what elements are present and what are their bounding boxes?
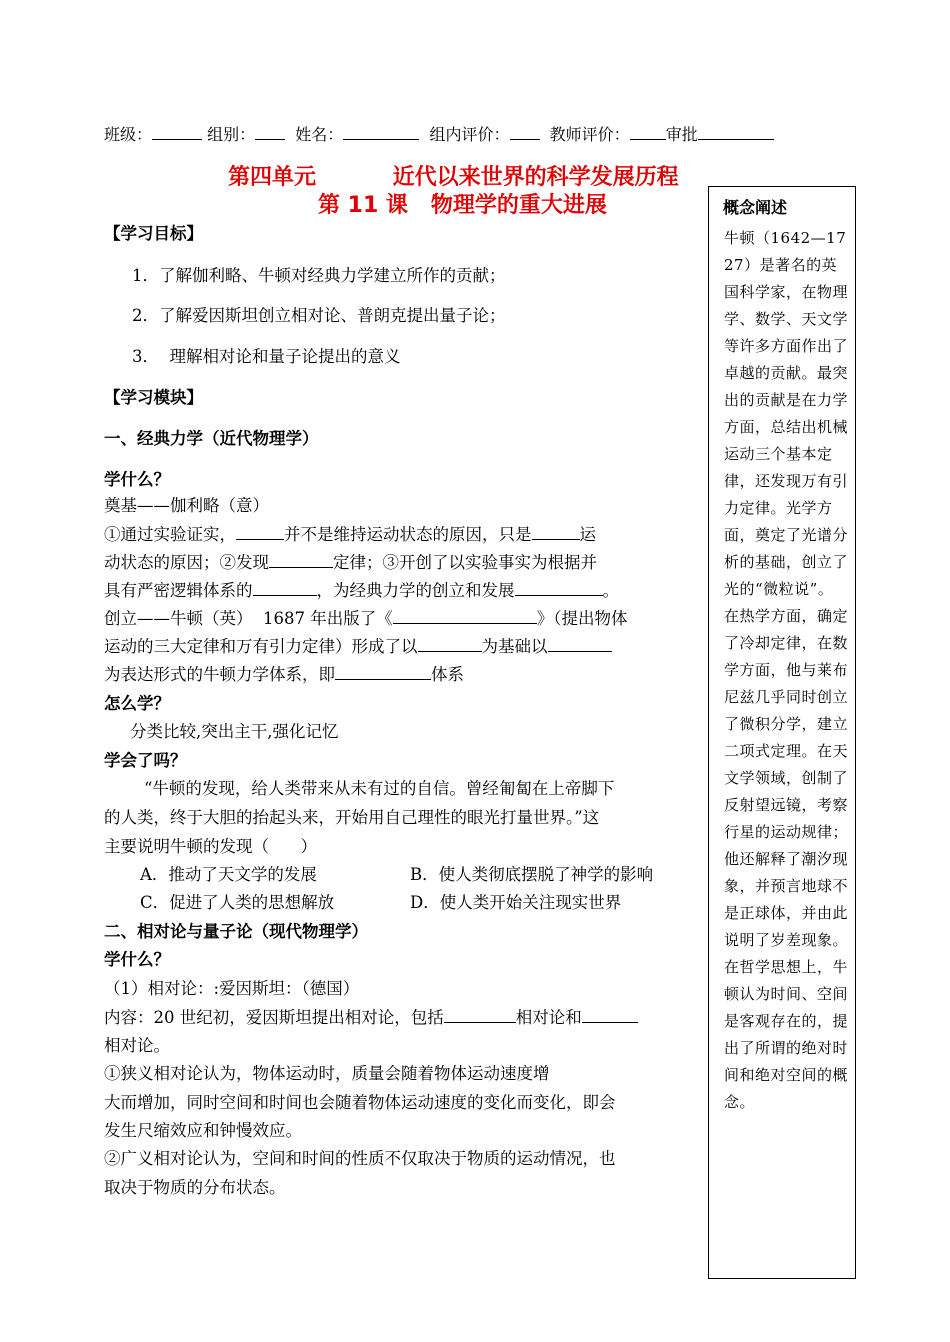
name-label: 姓名： [295,125,344,144]
newton-line-2: 运动的三大定律和万有引力定律）形成了以 为基础以 [104,633,612,657]
fill-blank[interactable] [532,525,580,540]
how-text: 分类比较,突出主干,强化记忆 [130,722,339,741]
section2-heading: 二、相对论与量子论（现代物理学） [104,922,368,941]
option-a[interactable]: A．推动了天文学的发展 [140,865,317,884]
fill-blank[interactable] [418,637,482,652]
fill-blank[interactable] [515,581,603,596]
galileo-line-2: 动状态的原因；②发现 定律；③开创了以实验事实为根据并 [104,553,597,572]
galileo-line: 奠基——伽利略（意） [104,496,269,515]
question-line-1: “牛顿的发现，给人类带来从未有过的自信。曾经匍匐在上帝脚下 [144,779,615,798]
option-c[interactable]: C．促进了人类的思想解放 [140,893,335,912]
fill-blank[interactable] [236,525,284,540]
approve-label: 审批 [665,125,698,144]
fill-blank[interactable] [393,609,537,624]
sidebar-text: 牛顿（1642—1727）是著名的英国科学家，在物理学、数学、天文学等许多方面作出了卓越的贡献。最突出的贡献是在力学方面，总结出机械运动三个基本定律，还发现万有引力定律。光学方面，奠定了光谱分析的基础，创立了光的“微粒说”。在热学方面，确定了冷却定律，在数学方面，他与莱布尼兹几乎同时创立了微积分学，建立二项式定理。在天文学领域，创制了反射望远镜，考察行星的运动规律；他还解释了潮汐现象，并预言地球不是正球体，并由此说明了岁差现象。在哲学思想上，牛顿认为时间、空间是客观存在的，提出了所谓的绝对时间和绝对空间的概念。 [724,229,849,1111]
concept-sidebar [708,186,856,1279]
teacher-eval-label: 教师评价： [549,125,630,144]
name-blank[interactable] [343,125,419,140]
group-blank[interactable] [255,125,285,140]
goal-item-3: 3． 理解相对论和量子论提出的意义 [132,347,401,366]
relativity-line-2: 相对论。 [104,1036,170,1055]
fill-blank[interactable] [253,581,317,596]
group-eval-label: 组内评价： [429,125,510,144]
question-line-3: 主要说明牛顿的发现（ ） [104,837,317,856]
fill-blank[interactable] [444,1008,516,1023]
relativity-line-3: ①狭义相对论认为，物体运动时，质量会随着物体运动速度增 [104,1064,550,1083]
newton-line-1: 创立——牛顿（英） 1687 年出版了《 》（提出物体 [104,609,628,628]
relativity-line-0: （1）相对论：:爱因斯坦：（德国） [104,979,360,998]
fill-blank[interactable] [582,1008,638,1023]
class-blank[interactable] [152,125,202,140]
relativity-line-6: ②广义相对论认为，空间和时间的性质不仅取决于物质的运动情况，也 [104,1149,616,1168]
galileo-line-3: 具有严密逻辑体系的 ，为经典力学的创立和发展 。 [104,581,619,600]
fill-blank[interactable] [548,637,612,652]
option-d[interactable]: D．使人类开始关注现实世界 [410,893,622,912]
what2-heading: 学什么？ [104,950,170,969]
goal-item-1: 1．了解伽利略、牛顿对经典力学建立所作的贡献； [132,266,506,285]
class-label: 班级： [104,125,153,144]
galileo-line-1: ①通过实验证实， 并不是维持运动状态的原因，只是 运 [104,525,596,544]
module-heading: 【学习模块】 [104,388,203,407]
sidebar-title: 概念阐述 [723,198,788,217]
fill-blank[interactable] [269,553,333,568]
question-line-2: 的人类，终于大胆的抬起头来，开始用自己理性的眼光打量世界。”这 [104,808,600,827]
group-eval-blank[interactable] [510,125,540,140]
fill-blank[interactable] [335,665,431,680]
lesson-title: 第 11 课 物理学的重大进展 [318,193,607,218]
option-b[interactable]: B．使人类彻底摆脱了神学的影响 [410,865,654,884]
section1-heading: 一、经典力学（近代物理学） [104,429,319,448]
goal-item-2: 2．了解爱因斯坦创立相对论、普朗克提出量子论； [132,306,506,325]
what-heading: 学什么？ [104,470,170,489]
goals-heading: 【学习目标】 [104,224,203,243]
approve-blank[interactable] [698,125,774,140]
relativity-line-1: 内容：20 世纪初，爱因斯坦提出相对论，包括 相对论和 [104,1004,638,1028]
group-label: 组别： [207,125,256,144]
student-info-header [104,122,774,145]
learned-heading: 学会了吗？ [104,751,187,770]
relativity-line-7: 取决于物质的分布状态。 [104,1178,286,1197]
relativity-line-5: 发生尺缩效应和钟慢效应。 [104,1121,302,1140]
unit-title: 第四单元 近代以来世界的科学发展历程 [228,165,679,190]
relativity-line-4: 大而增加，同时空间和时间也会随着物体运动速度的变化而变化，即会 [104,1093,616,1112]
how-heading: 怎么学？ [104,694,170,713]
newton-line-3: 为表达形式的牛顿力学体系，即 体系 [104,665,464,684]
teacher-eval-blank[interactable] [630,125,666,140]
